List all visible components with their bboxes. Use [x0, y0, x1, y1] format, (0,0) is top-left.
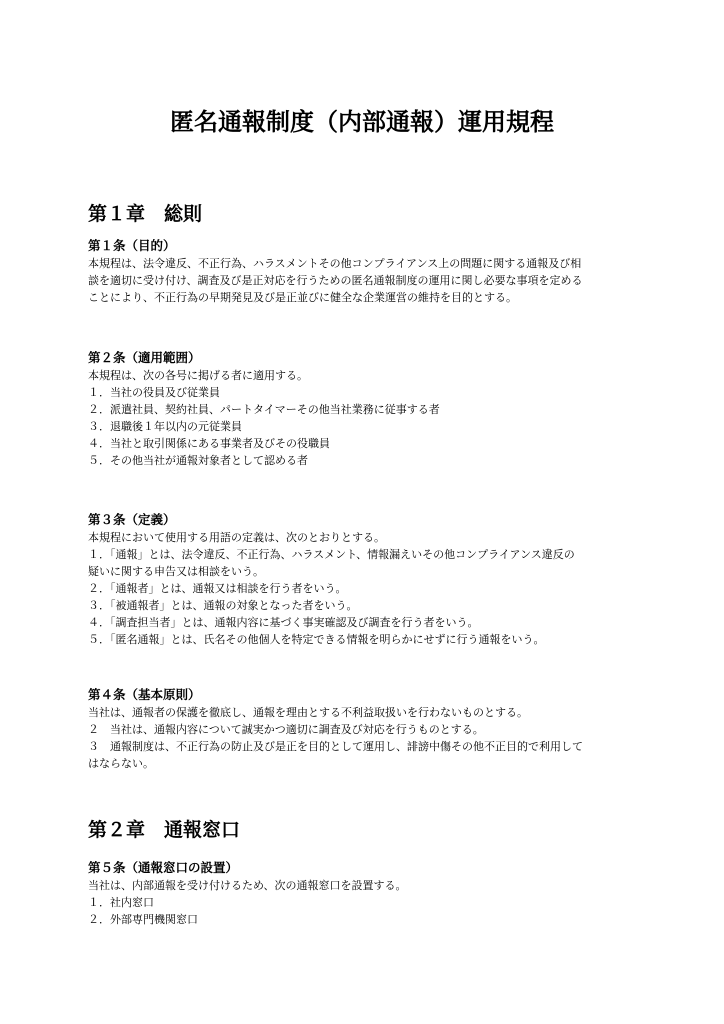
article-4 [88, 686, 648, 772]
article-5-line-3: ２．外部専門機関窓口 [88, 913, 198, 926]
article-3-line-3: 疑いに関する申告又は相談をいう。 [88, 565, 264, 578]
article-1-line-1: 本規程は、法令違反、不正行為、ハラスメントその他コンプライアンス上の問題に関する通報及び相 [88, 257, 582, 270]
chapter-1-heading: 第１章 総則 [88, 203, 203, 225]
article-2-line-6: ５．その他当社が通報対象者として認める者 [88, 454, 308, 467]
article-4-heading: 第４条（基本原則） [88, 687, 201, 702]
document-title: 匿名通報制度（内部通報）運用規程 [170, 108, 554, 136]
article-2-line-1: 本規程は、次の各号に掲げる者に適用する。 [88, 369, 308, 382]
article-4-line-3: ３ 通報制度は、不正行為の防止及び是正を目的として運用し、誹謗中傷その他不正目的で利用して [88, 740, 583, 753]
article-5-line-1: 当社は、内部通報を受け付けるため、次の通報窓口を設置する。 [88, 879, 407, 892]
article-3-heading: 第３条（定義） [88, 512, 176, 527]
article-2-line-5: ４．当社と取引関係にある事業者及びその役職員 [88, 437, 330, 450]
article-3-line-6: ４．「調査担当者」とは、通報内容に基づく事実確認及び調査を行う者をいう。 [88, 616, 479, 629]
article-5-line-2: １．社内窓口 [88, 896, 154, 909]
article-2-heading: 第２条（適用範囲） [88, 350, 201, 365]
article-3-line-2: １．「通報」とは、法令違反、不正行為、ハラスメント、情報漏えいその他コンプライアンス違反の [88, 548, 575, 561]
article-3-line-1: 本規程において使用する用語の定義は、次のとおりとする。 [88, 531, 385, 544]
article-1-line-3: ことにより、不正行為の早期発見及び是正並びに健全な企業運営の維持を目的とする。 [88, 291, 517, 304]
article-2-line-4: ３．退職後１年以内の元従業員 [88, 420, 242, 433]
article-3-line-7: ５．「匿名通報」とは、氏名その他個人を特定できる情報を明らかにせずに行う通報をいう。 [88, 633, 545, 646]
article-2-line-3: ２．派遣社員、契約社員、パートタイマーその他当社業務に従事する者 [88, 403, 440, 416]
article-5 [88, 859, 648, 928]
article-4-line-4: はならない。 [88, 757, 154, 770]
article-3-line-4: ２．「通報者」とは、通報又は相談を行う者をいう。 [88, 582, 347, 595]
article-3-line-5: ３．「被通報者」とは、通報の対象となった者をいう。 [88, 599, 358, 612]
article-5-heading: 第５条（通報窓口の設置） [88, 860, 239, 875]
article-3 [88, 511, 648, 648]
article-1-line-2: 談を適切に受け付け、調査及び是正対応を行うための匿名通報制度の運用に関し必要な事項を定める [88, 274, 583, 287]
article-4-line-1: 当社は、通報者の保護を徹底し、通報を理由とする不利益取扱いを行わないものとする。 [88, 706, 528, 719]
chapter-2-heading: 第２章 通報窓口 [88, 819, 241, 841]
article-2 [88, 349, 648, 469]
article-1 [88, 237, 648, 306]
article-1-heading: 第１条（目的） [88, 238, 176, 253]
article-2-line-2: １．当社の役員及び従業員 [88, 386, 220, 399]
article-4-line-2: ２ 当社は、通報内容について誠実かつ適切に調査及び対応を行うものとする。 [88, 723, 484, 736]
